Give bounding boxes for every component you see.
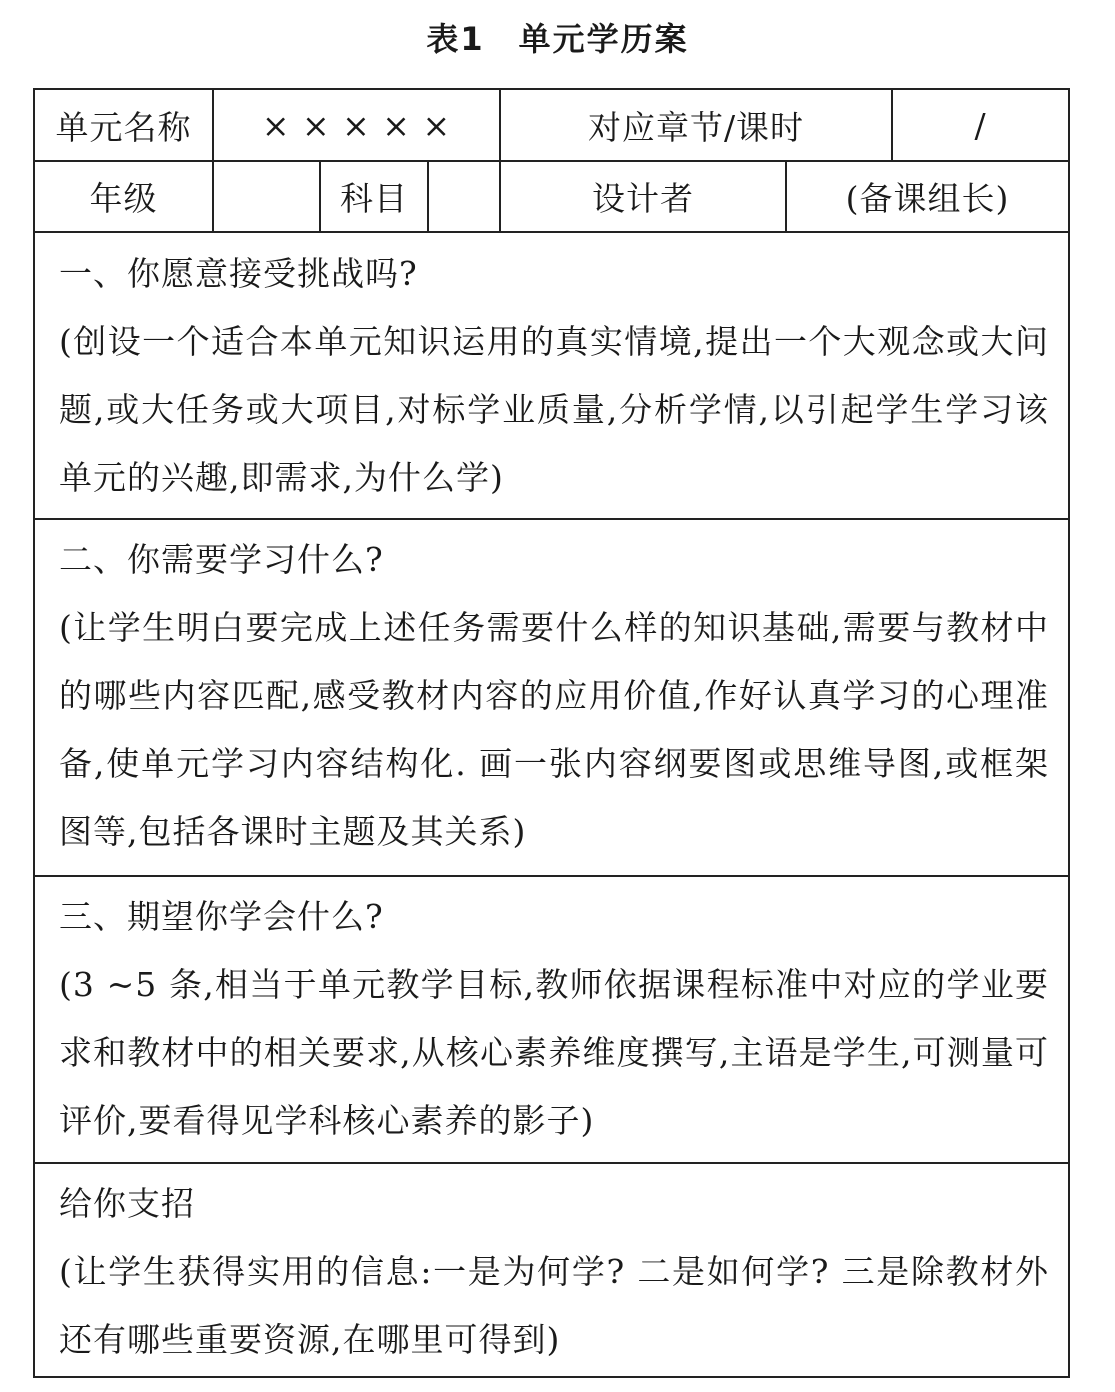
section-divider [35,518,1068,520]
section-divider [35,1162,1068,1164]
section-divider [35,875,1068,877]
grade-label: 年级 [89,179,158,218]
section-heading: 三、期望你学会什么? [59,897,384,936]
section-what-to-learn [59,526,1049,866]
unit-name-label: 单元名称 [55,107,192,147]
section-body: (让学生获得实用的信息:一是为何学? 二是如何学? 三是除教材外还有哪些重要资源,在哪里可得到) [59,1252,1049,1359]
designer-value: (备课组长) [845,179,1010,218]
unit-name-value: × × × × × [261,105,452,145]
section-tips [59,1170,1049,1374]
subject-value [429,162,499,231]
table-number: 表1 [426,20,485,58]
grade-value [214,162,319,231]
chapter-value: / [974,105,987,145]
section-heading: 给你支招 [59,1184,195,1223]
table-name: 单元学历案 [518,20,689,58]
section-learning-goals [59,883,1049,1155]
subject-label: 科目 [340,179,408,218]
section-heading: 一、你愿意接受挑战吗? [59,254,418,293]
section-body: (3 ~5 条,相当于单元教学目标,教师依据课程标准中对应的学业要求和教材中的相关要求,从核心素养维度撰写,主语是学生,可测量可评价,要看得见学科核心素养的影子) [59,965,1049,1140]
designer-label: 设计者 [592,179,694,218]
row-divider [35,231,1068,233]
table-title [0,14,1115,60]
section-body: (创设一个适合本单元知识运用的真实情境,提出一个大观念或大问题,或大任务或大项目,对标学业质量,分析学情,以引起学生学习该单元的兴趣,即需求,为什么学) [59,322,1049,497]
section-challenge [59,240,1049,512]
section-body: (让学生明白要完成上述任务需要什么样的知识基础,需要与教材中的哪些内容匹配,感受教材内容的应用价值,作好认真学习的心理准备,使单元学习内容结构化. 画一张内容纲要图或思维导图,或框架图等,包括各课时主题及其关系) [59,608,1049,851]
chapter-label: 对应章节/课时 [587,107,805,147]
section-heading: 二、你需要学习什么? [59,540,384,579]
unit-learning-plan-table [33,88,1070,1378]
